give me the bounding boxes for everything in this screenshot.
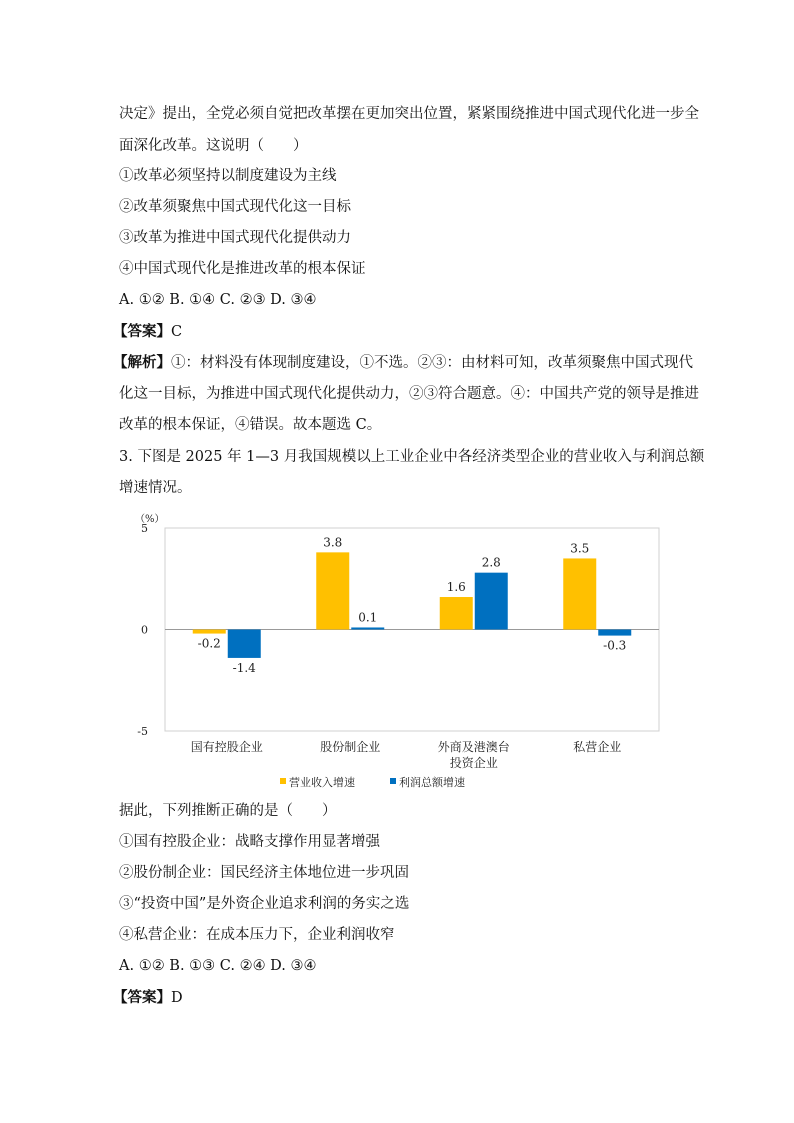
- answer-label: 【答案】: [113, 989, 171, 1006]
- bar-revenue: [316, 552, 349, 629]
- choices: A. ①② B. ①④ C. ②③ D. ③④: [119, 292, 317, 308]
- question-3-title: 增速情况。: [119, 480, 192, 496]
- analysis-label: 【解析】: [113, 354, 171, 371]
- data-label: 0.1: [358, 610, 378, 625]
- legend-swatch: [390, 778, 396, 784]
- data-label: -0.2: [197, 636, 221, 651]
- legend-label: 利润总额增速: [399, 776, 465, 789]
- data-label: 3.5: [570, 541, 590, 556]
- bar-profit: [351, 627, 384, 629]
- option-2: ②改革须聚焦中国式现代化这一目标: [119, 199, 351, 215]
- legend-swatch: [280, 778, 286, 784]
- data-label: -0.3: [603, 638, 627, 653]
- bar-profit: [598, 630, 631, 636]
- category-label: 外商及港澳台: [437, 740, 510, 754]
- answer-value: C: [171, 324, 183, 340]
- bar-revenue: [563, 558, 596, 629]
- option-3: ③改革为推进中国式现代化提供动力: [119, 230, 351, 246]
- y-tick-label: 0: [141, 623, 148, 637]
- choices: A. ①② B. ①③ C. ②④ D. ③④: [119, 958, 317, 974]
- question-ask: 据此，下列推断正确的是（ ）: [119, 803, 337, 819]
- question-3-title: 3. 下图是 2025 年 1—3 月我国规模以上工业企业中各经济类型企业的营业收入与利润总额: [119, 449, 705, 465]
- bar-revenue: [193, 630, 226, 634]
- data-label: 2.8: [481, 555, 501, 570]
- y-tick-label: 5: [141, 522, 148, 535]
- analysis-text: 化这一目标，为推进中国式现代化提供动力，②③符合题意。④：中国共产党的领导是推进: [119, 386, 699, 402]
- option-4: ④私营企业：在成本压力下，企业利润收窄: [119, 927, 395, 943]
- bar-profit: [228, 630, 261, 658]
- option-3: ③“投资中国”是外资企业追求利润的务实之选: [119, 896, 410, 912]
- category-label: 私营企业: [573, 740, 622, 754]
- text-line: 决定》提出，全党必须自觉把改革摆在更加突出位置，紧紧围绕推进中国式现代化进一步全: [119, 106, 699, 122]
- option-4: ④中国式现代化是推进改革的根本保证: [119, 261, 366, 277]
- answer-value: D: [171, 990, 183, 1006]
- bar-profit: [475, 573, 508, 630]
- data-label: 3.8: [323, 535, 343, 550]
- category-label: 股份制企业: [320, 740, 381, 754]
- category-label: 投资企业: [449, 756, 498, 770]
- data-label: 1.6: [446, 580, 466, 595]
- option-1: ①国有控股企业：战略支撑作用显著增强: [119, 834, 380, 850]
- question-stem: 面深化改革。这说明（ ）: [119, 138, 308, 154]
- option-1: ①改革必须坚持以制度建设为主线: [119, 168, 337, 184]
- analysis-text: 改革的根本保证，④错误。故本题选 C。: [119, 417, 382, 433]
- bar-chart: [115, 508, 685, 798]
- analysis-text: ①：材料没有体现制度建设，①不选。②③：由材料可知，改革须聚焦中国式现代: [171, 355, 693, 371]
- answer-label: 【答案】: [113, 323, 171, 340]
- category-label: 国有控股企业: [190, 740, 263, 754]
- y-tick-label: -5: [137, 725, 148, 738]
- analysis-line: [113, 353, 693, 373]
- option-2: ②股份制企业：国民经济主体地位进一步巩固: [119, 865, 409, 881]
- bar-revenue: [440, 597, 473, 629]
- answer-line: [113, 322, 182, 342]
- answer-line: [113, 988, 183, 1008]
- legend-label: 营业收入增速: [289, 776, 355, 789]
- data-label: -1.4: [232, 660, 256, 675]
- y-unit-label: （%）: [135, 514, 165, 525]
